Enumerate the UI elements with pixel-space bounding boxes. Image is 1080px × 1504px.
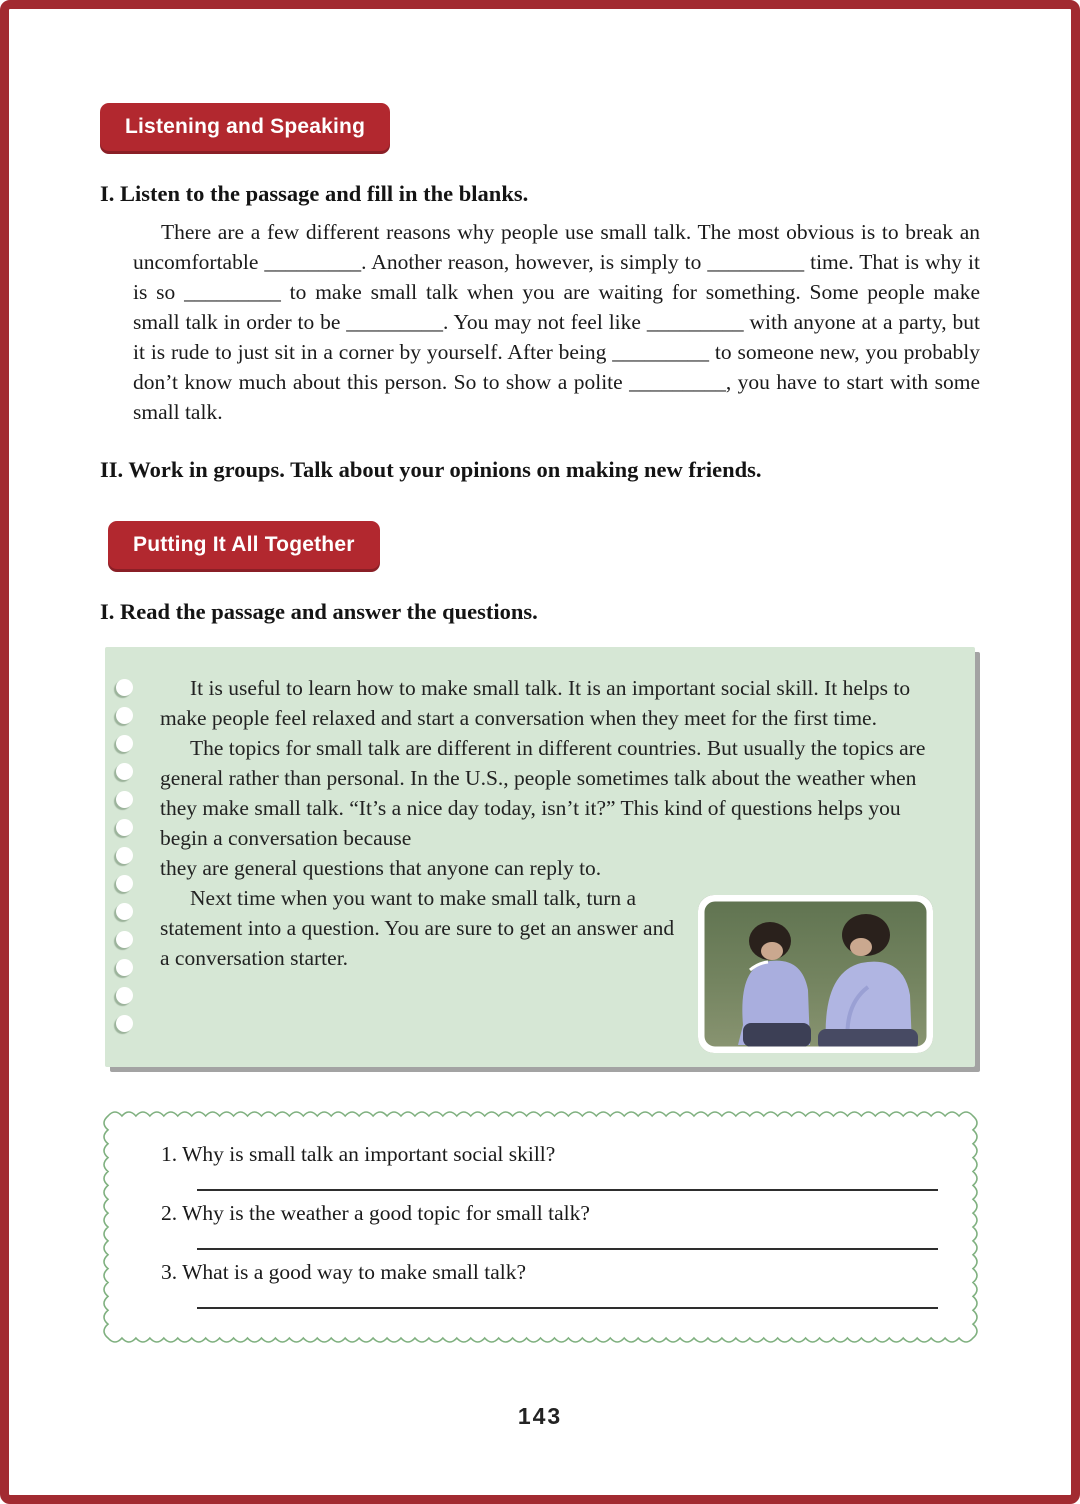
fill-in-blanks-passage: There are a few different reasons why people use small talk. The most obvious is to break an uncomfortable _________. Another reason, however, is simply to _________ time. That is why it is so _________ to make small talk when you are waiting for something. Some people make small talk in order to be _________. You may not feel like _________ with anyone at a party, but it is rude to just sit in a corner by yourself. After being _________ to someone new, you probably don’t know much about this person. So to show a polite _________, you have to start with some small talk.: [133, 220, 980, 424]
listening-task2-heading: II. Work in groups. Talk about your opinions on making new friends.: [100, 457, 762, 482]
reading-paragraph-2: The topics for small talk are different in different countries. But usually the topics are general rather than personal. In the U.S., people sometimes talk about the weather when they make small talk. “It’s a nice day today, isn’t it?” This kind of questions helps you begin a conversation because: [160, 736, 926, 850]
page-number: 143: [517, 1403, 563, 1429]
question-2: 2. Why is the weather a good topic for small talk?: [161, 1201, 590, 1225]
binding-hole: [116, 819, 133, 836]
binding-hole: [116, 763, 133, 780]
reading-paragraph-1: It is useful to learn how to make small talk. It is an important social skill. It helps to make people feel relaxed and start a conversation when they meet for the first time.: [160, 676, 911, 730]
binding-hole: [116, 791, 133, 808]
putting-it-all-together-badge: Putting It All Together: [108, 521, 380, 569]
reading-paragraph-3: Next time when you want to make small talk, turn a statement into a question. You are sure to get an answer and a conversation starter.: [160, 886, 675, 970]
binding-hole: [116, 875, 133, 892]
binding-hole: [116, 735, 133, 752]
binding-hole: [116, 987, 133, 1004]
question-1: 1. Why is small talk an important social skill?: [161, 1142, 556, 1166]
binding-hole: [116, 931, 133, 948]
listening-task1-heading: I. Listen to the passage and fill in the blanks.: [100, 181, 529, 206]
listening-speaking-badge: Listening and Speaking: [100, 103, 390, 151]
answer-line-1: [197, 1189, 938, 1191]
binding-holes: [116, 679, 136, 1043]
binding-hole: [116, 903, 133, 920]
binding-hole: [116, 707, 133, 724]
reading-paragraph-2-continued: they are general questions that anyone can reply to.: [160, 856, 602, 880]
answer-line-3: [197, 1307, 938, 1309]
binding-hole: [116, 959, 133, 976]
answer-line-2: [197, 1248, 938, 1250]
binding-hole: [116, 1015, 133, 1032]
binding-hole: [116, 847, 133, 864]
reading-passage-box: [105, 647, 975, 1067]
students-talking-photo: [698, 895, 933, 1053]
questions-box: [103, 1111, 978, 1343]
question-3: 3. What is a good way to make small talk?: [161, 1260, 527, 1284]
putting-task1-heading: I. Read the passage and answer the questions.: [100, 599, 538, 624]
binding-hole: [116, 679, 133, 696]
